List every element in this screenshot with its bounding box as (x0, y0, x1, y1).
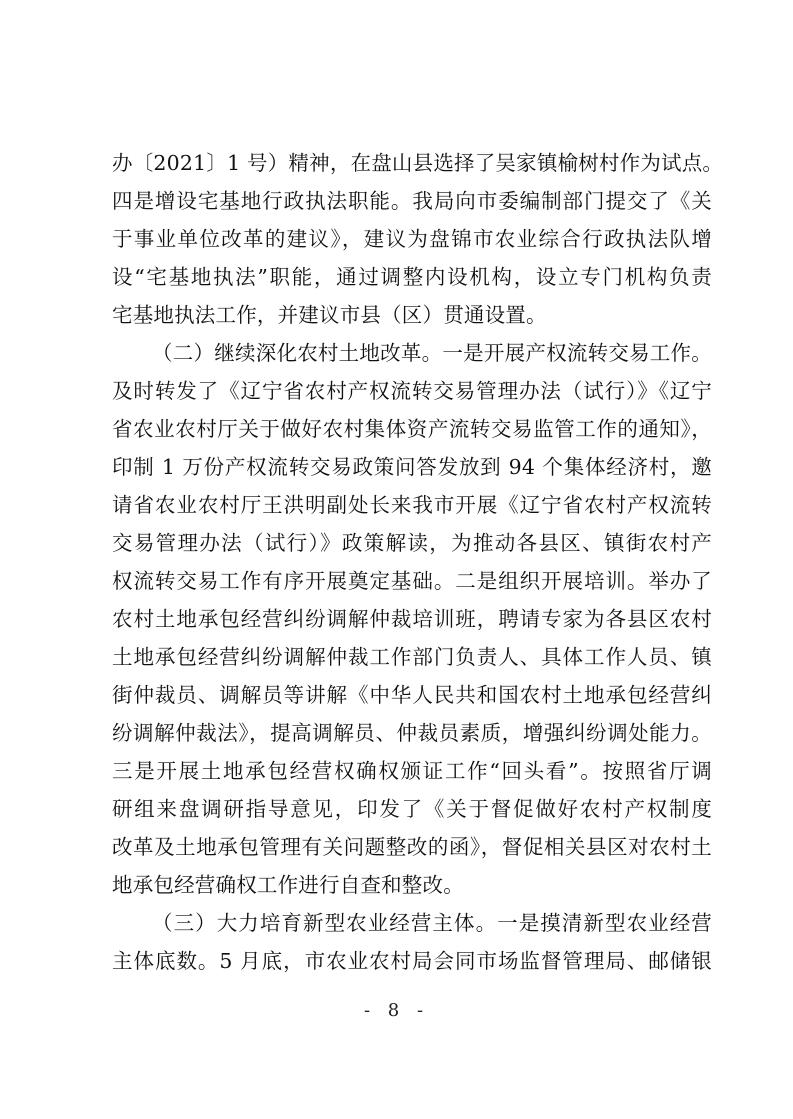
text-line: 印制 1 万份产权流转交易政策问答发放到 94 个集体经济村，邀 (112, 455, 712, 479)
text-line: 农村土地承包经营纠纷调解仲裁培训班，聘请专家为各县区农村 (112, 607, 712, 631)
section-heading-line: （二）继续深化农村土地改革。一是开展产权流转交易工作。 (152, 341, 712, 365)
text-line: 办〔2021〕1 号）精神，在盘山县选择了吴家镇榆树村作为试点。 (112, 151, 724, 175)
text-line: 于事业单位改革的建议》，建议为盘锦市农业综合行政执法队增 (112, 227, 712, 251)
text-line: 及时转发了《辽宁省农村产权流转交易管理办法（试行）》《辽宁 (112, 379, 712, 403)
text-line: 研组来盘调研指导意见，印发了《关于督促做好农村产权制度 (112, 797, 712, 821)
text-line: 地承包经营确权工作进行自查和整改。 (112, 873, 464, 897)
body-text (112, 144, 724, 980)
text-line: 改革及土地承包管理有关问题整改的函》，督促相关县区对农村土 (112, 835, 712, 859)
section-heading-line: （三）大力培育新型农业经营主体。一是摸清新型农业经营 (152, 911, 712, 935)
text-line: 街仲裁员、调解员等讲解《中华人民共和国农村土地承包经营纠 (112, 683, 712, 707)
text-line: 纷调解仲裁法》，提高调解员、仲裁员素质，增强纠纷调处能力。 (112, 721, 712, 745)
text-line: 三是开展土地承包经营权确权颁证工作“回头看”。按照省厅调 (112, 759, 712, 783)
text-line: 权流转交易工作有序开展奠定基础。二是组织开展培训。举办了 (112, 569, 712, 593)
text-line: 设“宅基地执法”职能，通过调整内设机构，设立专门机构负责 (112, 265, 712, 289)
text-line: 交易管理办法（试行）》政策解读，为推动各县区、镇街农村产 (112, 531, 712, 555)
text-line: 宅基地执法工作，并建议市县（区）贯通设置。 (112, 303, 547, 327)
text-line: 四是增设宅基地行政执法职能。我局向市委编制部门提交了《关 (112, 189, 712, 213)
text-line: 请省农业农村厅王洪明副处长来我市开展《辽宁省农村产权流转 (112, 493, 712, 517)
page-number: - 8 - (363, 1000, 430, 1021)
text-line: 主体底数。5 月底，市农业农村局会同市场监督管理局、邮储银 (112, 949, 712, 973)
text-line: 省农业农村厅关于做好农村集体资产流转交易监管工作的通知》， (112, 417, 712, 441)
text-line: 土地承包经营纠纷调解仲裁工作部门负责人、具体工作人员、镇 (112, 645, 712, 669)
